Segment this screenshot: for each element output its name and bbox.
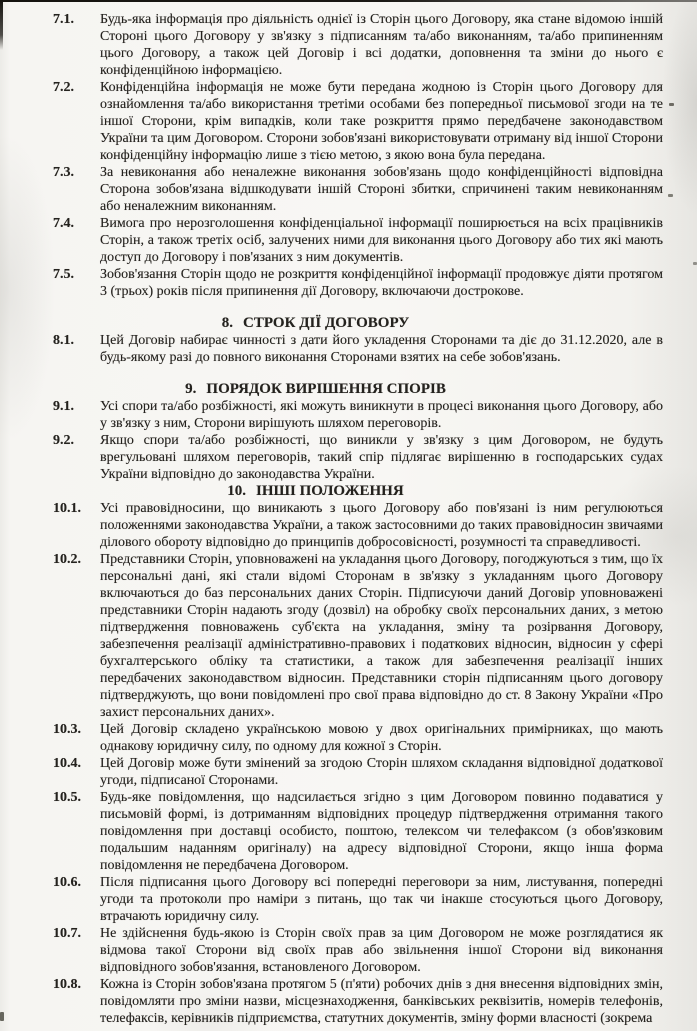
clause-number: 10.7.: [53, 926, 81, 941]
clause-10-8: [53, 976, 663, 1027]
clause-10-1: [53, 500, 663, 551]
clause-10-7: [53, 925, 663, 976]
clause-text: Після підписання цього Договору всі попередні переговори за ним, листування, попередні угоди та протоколи про наміри з питань, що так чи інакше стосуються цього Договору, втрачають юридичну силу.: [100, 875, 663, 924]
clause-text: Будь-яка інформація про діяльність однієї із Сторін цього Договору, яка стане відомою іншій Стороні цього Договору у зв'язку з підписанням та/або виконанням, та/або припиненням цього Договору, а також цей Договір і всі додатки, доповнення та зміни до нього є конфіденційною інформацією.: [100, 12, 663, 78]
clause-text: Зобов'язання Сторін щодо не розкриття конфіденційної інформації продовжує діяти протягом 3 (трьох) років після припинення дії Договору, включаючи дострокове.: [100, 267, 663, 299]
clause-10-3: [53, 721, 663, 755]
clause-9-1: [53, 398, 663, 432]
section-number: 10.: [227, 483, 247, 499]
clause-text: За невиконання або неналежне виконання зобов'язань щодо конфіденційності відповідна Сторона зобов'язана відшкодувати іншій Стороні збитки, спричинені таким невиконанням або неналежним виконанням.: [100, 165, 663, 214]
clause-number: 10.6.: [53, 875, 81, 890]
section-9-heading: [34, 381, 597, 398]
section-10-heading: [34, 483, 597, 500]
clause-number: 10.4.: [53, 756, 81, 771]
clause-text: Цей Договір складено українською мовою у двох оригінальних примірниках, що мають однакову юридичну силу, по одному для кожної з Сторін.: [100, 722, 663, 754]
section-title: ІНШІ ПОЛОЖЕННЯ: [256, 483, 404, 499]
clause-text: Усі спори та/або розбіжності, які можуть виникнути в процесі виконання цього Договору, або у зв'язку з ним, Сторони вирішують шляхом переговорів.: [100, 399, 663, 431]
clause-number: 9.2.: [53, 433, 74, 448]
section-title: ПОРЯДОК ВИРІШЕННЯ СПОРІВ: [206, 381, 446, 397]
clause-10-2: [53, 551, 663, 721]
section-number: 9.: [185, 381, 197, 397]
clause-text: Будь-яке повідомлення, що надсилається згідно з цим Договором повинно подаватися у письмовій формі, із дотриманням відповідних процедур підтвердження отримання такого повідомлення при доставці особисто, поштою, телексом чи телефаксом (з обов'язковим подальшим наданням оригіналу) на адресу відповідної Сторони, якщо інша форма повідомлення не передбачена Договором.: [100, 790, 663, 873]
clause-number: 10.8.: [53, 977, 81, 992]
clause-number: 10.5.: [53, 790, 81, 805]
clause-7-3: [53, 164, 663, 215]
clause-number: 7.2.: [53, 80, 74, 95]
clause-text: Вимога про нерозголошення конфіденціальної інформації поширюється на всіх працівників Сторін, а також третіх осіб, залучених ними для виконання цього Договору або тих які мають доступ до Договору і пов'язаних з ним документів.: [100, 216, 663, 265]
clause-number: 10.1.: [53, 501, 81, 516]
clause-text: Усі правовідносини, що виникають з цього Договору або пов'язані із ним регулюються положеннями законодавства України, а також застосовними до таких правовідносин звичаями ділового обороту відповідно до принципів добросовісності, розумності та справедливості.: [100, 501, 663, 550]
clause-10-4: [53, 755, 663, 789]
clause-7-2: [53, 79, 663, 164]
clause-7-4: [53, 215, 663, 266]
clause-text: Цей Договір може бути змінений за згодою Сторін шляхом складання відповідної додаткової угоди, підписаної Сторонами.: [100, 756, 663, 788]
clause-number: 7.3.: [53, 165, 74, 180]
clause-text: Не здійснення будь-якою із Сторін своїх прав за цим Договором не може розглядатися як відмова такої Сторони від своїх прав або звільнення іншої Сторони від виконання відповідного зобов'язання, встановленого Договором.: [100, 926, 663, 975]
clause-number: 8.1.: [53, 333, 74, 348]
clause-9-2: [53, 432, 663, 483]
clause-text: Конфіденційна інформація не може бути передана жодною із Сторін цього Договору для ознайомлення та/або використання третіми особами без попередньої письмової згоди на те іншої Сторони, крім випадків, коли таке розкриття прямо передбачене законодавством України та цим Договором. Сторони зобов'язані використовувати отриману від іншої Сторони конфіденційну інформацію лише з тією метою, з якою вона була передана.: [100, 80, 663, 163]
clause-text: Кожна із Сторін зобов'язана протягом 5 (п'яти) робочих днів з дня внесення відповідних змін, повідомляти про зміни назви, місцезнаходження, банківських реквізитів, номерів телефонів, телефаксів, керівників підприємства, статутних документів, зміну форми власності (зокрема: [100, 977, 663, 1026]
clause-7-1: [53, 11, 663, 79]
clause-number: 7.5.: [53, 267, 74, 282]
clause-text: Цей Договір набирає чинності з дати його укладення Сторонами та діє до 31.12.2020, але в будь-якому разі до повного виконання Сторонами взятих на себе зобов'язань.: [100, 333, 663, 365]
clause-10-6: [53, 874, 663, 925]
clause-text: Якщо спори та/або розбіжності, що виникли у зв'язку з цим Договором, не будуть врегульовані шляхом переговорів, такий спір підлягає вирішенню в господарських судах України відповідно до законодавства України.: [100, 433, 663, 482]
clause-number: 7.1.: [53, 12, 74, 27]
clause-number: 7.4.: [53, 216, 74, 231]
clause-7-5: [53, 266, 663, 300]
clause-number: 9.1.: [53, 399, 74, 414]
clause-number: 10.3.: [53, 722, 81, 737]
section-8-heading: [34, 315, 597, 332]
section-title: СТРОК ДІЇ ДОГОВОРУ: [243, 315, 410, 331]
clause-number: 10.2.: [53, 552, 81, 567]
clause-10-5: [53, 789, 663, 874]
clause-text: Представники Сторін, уповноважені на укладання цього Договору, погоджуються з тим, що їх персональні дані, які стали відомі Сторонам в зв'язку з укладанням цього Договору включаються до баз персональних даних Сторін. Підписуючи даний Договір уповноважені представники Сторін надають згоду (дозвіл) на обробку своїх персональних даних, з метою підтвердження повноважень суб'єкта на укладання, зміну та розірвання Договору, забезпечення реалізації адміністративно-правових і податкових відносин, відносин у сфері бухгалтерського обліку та статистики, а також для забезпечення реалізації інших передбачених законодавством відносин. Представники сторін підписанням цього договору підтверджують, що вони повідомлені про свої права відповідно до ст. 8 Закону України «Про захист персональних даних».: [100, 552, 663, 720]
section-number: 8.: [221, 315, 233, 331]
clause-8-1: [53, 332, 663, 366]
